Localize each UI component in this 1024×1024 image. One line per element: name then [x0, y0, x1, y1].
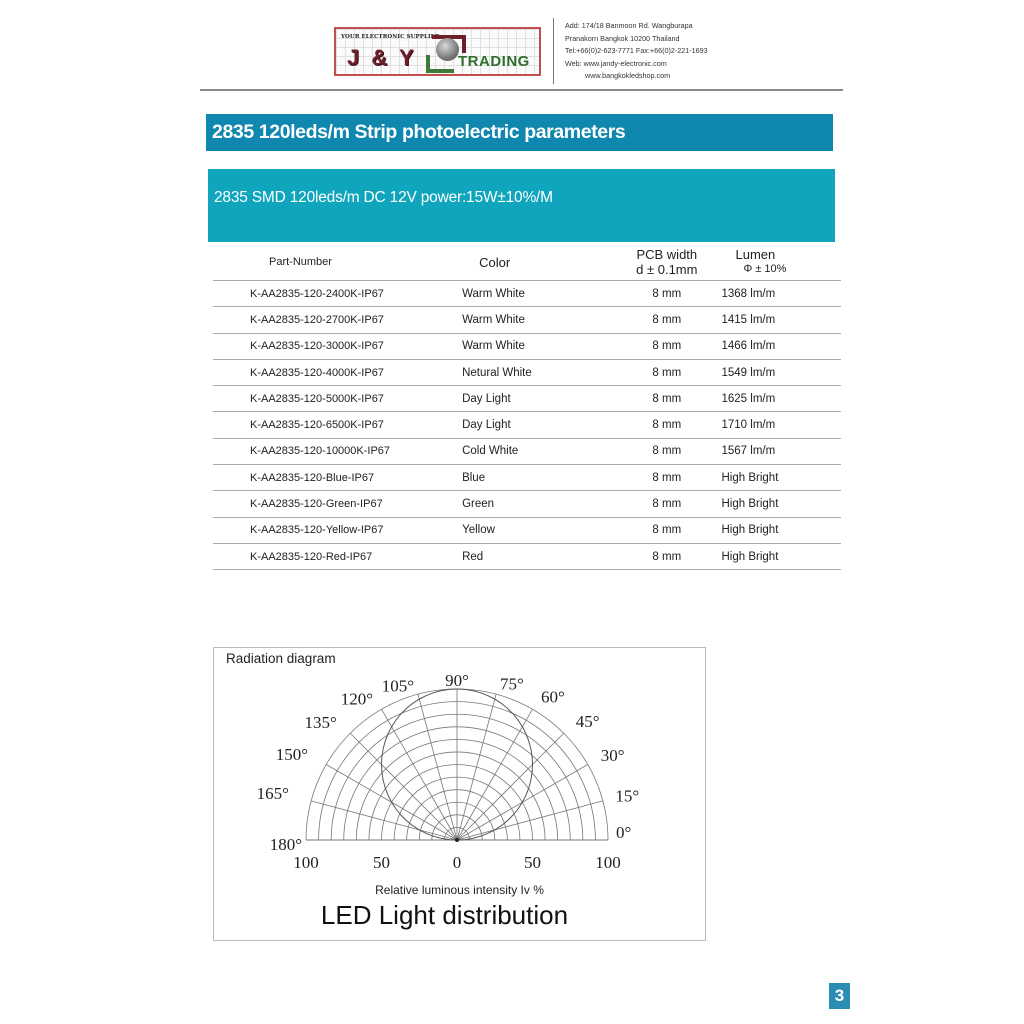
header-separator	[553, 18, 554, 84]
table-row	[213, 359, 841, 385]
subtitle-banner	[208, 169, 835, 242]
cell-part-number: K-AA2835-120-Red-IP67	[213, 543, 462, 569]
table-row	[213, 333, 841, 359]
radial-tick-label: 100	[595, 853, 621, 872]
cell-pcb-width: 8 mm	[613, 517, 720, 543]
table-header-row	[213, 244, 841, 281]
angle-label: 165°	[256, 783, 289, 803]
cell-color: Yellow	[462, 517, 613, 543]
cell-pcb-width: 8 mm	[613, 438, 720, 464]
polar-origin	[455, 838, 459, 842]
polar-spoke	[457, 709, 533, 840]
angle-label: 90°	[445, 671, 469, 690]
radial-tick-label: 0	[452, 853, 462, 872]
page-title: 2835 120leds/m Strip photoelectric parameters	[212, 121, 626, 143]
cell-pcb-width: 8 mm	[613, 386, 720, 412]
logo-brand: J & Y	[347, 45, 417, 70]
angle-label: 180°	[269, 835, 302, 854]
pcb-header-line1: PCB width	[636, 247, 698, 262]
logo-tagline: YOUR ELECTRONIC SUPPLIER	[341, 34, 440, 40]
cell-lumen: 1466 lm/m	[721, 333, 842, 359]
cell-part-number: K-AA2835-120-5000K-IP67	[213, 386, 462, 412]
cell-lumen: High Bright	[721, 543, 842, 569]
angle-label: 150°	[275, 745, 309, 764]
radial-tick-label: 50	[524, 853, 541, 872]
cell-lumen: High Bright	[721, 517, 842, 543]
radiation-diagram-title: Radiation diagram	[226, 651, 336, 666]
cell-part-number: K-AA2835-120-Blue-IP67	[213, 465, 462, 491]
cell-pcb-width: 8 mm	[613, 359, 720, 385]
lumen-header-line2: Φ ± 10%	[743, 263, 787, 275]
cell-lumen: High Bright	[721, 465, 842, 491]
table-row	[213, 386, 841, 412]
angle-label: 0°	[616, 823, 632, 842]
table-row	[213, 517, 841, 543]
cell-pcb-width: 8 mm	[613, 465, 720, 491]
cell-lumen: High Bright	[721, 491, 842, 517]
address-line: Add: 174/18 Banmoon Rd. Wangburapa	[565, 21, 693, 30]
cell-lumen: 1625 lm/m	[721, 386, 842, 412]
cell-pcb-width: 8 mm	[613, 307, 720, 333]
company-address	[565, 20, 708, 83]
table-row	[213, 307, 841, 333]
angle-label: 75°	[499, 674, 524, 694]
table-row	[213, 543, 841, 569]
spec-table	[213, 244, 841, 570]
table-row	[213, 491, 841, 517]
angle-label: 15°	[615, 786, 640, 806]
address-line: Pranakorn Bangkok 10200 Thailand	[565, 33, 680, 43]
chart-caption: LED Light distribution	[320, 900, 569, 930]
angle-label: 45°	[575, 712, 600, 732]
col-header-color: Color	[462, 244, 613, 281]
angle-label: 30°	[600, 746, 625, 765]
pcb-header-line2: d ± 0.1mm	[636, 262, 698, 277]
cell-part-number: K-AA2835-120-2700K-IP67	[213, 307, 462, 333]
cell-pcb-width: 8 mm	[613, 491, 720, 517]
angle-label: 120°	[340, 689, 373, 709]
website-link[interactable]: www.bangkokledshop.com	[585, 71, 671, 80]
col-header-lumen	[721, 244, 842, 281]
cell-color: Warm White	[462, 307, 613, 333]
col-header-pcb-width	[613, 244, 720, 281]
angle-label: 60°	[541, 687, 565, 707]
cell-color: Warm White	[462, 281, 613, 307]
chart-x-label: Relative luminous intensity Iv %	[375, 883, 544, 897]
cell-color: Warm White	[462, 333, 613, 359]
cell-pcb-width: 8 mm	[613, 543, 720, 569]
cell-color: Netural White	[462, 359, 613, 385]
cell-lumen: 1368 lm/m	[721, 281, 842, 307]
table-row	[213, 465, 841, 491]
page-number-badge: 3	[829, 983, 850, 1009]
logo-trading: TRADING	[458, 53, 530, 70]
cell-lumen: 1710 lm/m	[721, 412, 842, 438]
lumen-header-line1: Lumen	[735, 247, 776, 262]
header-rule	[200, 89, 843, 91]
polar-spoke	[350, 733, 457, 840]
cell-part-number: K-AA2835-120-4000K-IP67	[213, 359, 462, 385]
phone-fax-line: Tel:+66(0)2-623-7771 Fax:+66(0)2-221-1693	[565, 46, 708, 55]
cell-color: Cold White	[462, 438, 613, 464]
cell-color: Day Light	[462, 386, 613, 412]
cell-color: Day Light	[462, 412, 613, 438]
cell-pcb-width: 8 mm	[613, 412, 720, 438]
angle-label: 135°	[304, 712, 337, 732]
cell-part-number: K-AA2835-120-Yellow-IP67	[213, 517, 462, 543]
col-header-part-number: Part-Number	[213, 244, 462, 281]
page-subtitle: 2835 SMD 120leds/m DC 12V power:15W±10%/M	[214, 189, 553, 206]
cell-lumen: 1415 lm/m	[721, 307, 842, 333]
angle-label: 105°	[381, 676, 415, 696]
cell-part-number: K-AA2835-120-3000K-IP67	[213, 333, 462, 359]
cell-color: Red	[462, 543, 613, 569]
cell-pcb-width: 8 mm	[613, 333, 720, 359]
company-logo	[334, 27, 541, 76]
title-banner	[206, 114, 833, 151]
table-row	[213, 412, 841, 438]
polar-spoke	[457, 733, 564, 840]
table-row	[213, 281, 841, 307]
table-row	[213, 438, 841, 464]
cell-part-number: K-AA2835-120-10000K-IP67	[213, 438, 462, 464]
cell-part-number: K-AA2835-120-6500K-IP67	[213, 412, 462, 438]
cell-lumen: 1567 lm/m	[721, 438, 842, 464]
radial-tick-label: 50	[373, 853, 390, 872]
cell-color: Green	[462, 491, 613, 517]
cell-part-number: K-AA2835-120-Green-IP67	[213, 491, 462, 517]
cell-color: Blue	[462, 465, 613, 491]
cell-lumen: 1549 lm/m	[721, 359, 842, 385]
polar-spoke	[382, 709, 458, 840]
logo-bracket-bottom	[426, 55, 454, 73]
cell-part-number: K-AA2835-120-2400K-IP67	[213, 281, 462, 307]
radial-tick-label: 100	[293, 853, 319, 872]
website-link[interactable]: Web: www.jandy-electronic.com	[565, 58, 667, 68]
cell-pcb-width: 8 mm	[613, 281, 720, 307]
